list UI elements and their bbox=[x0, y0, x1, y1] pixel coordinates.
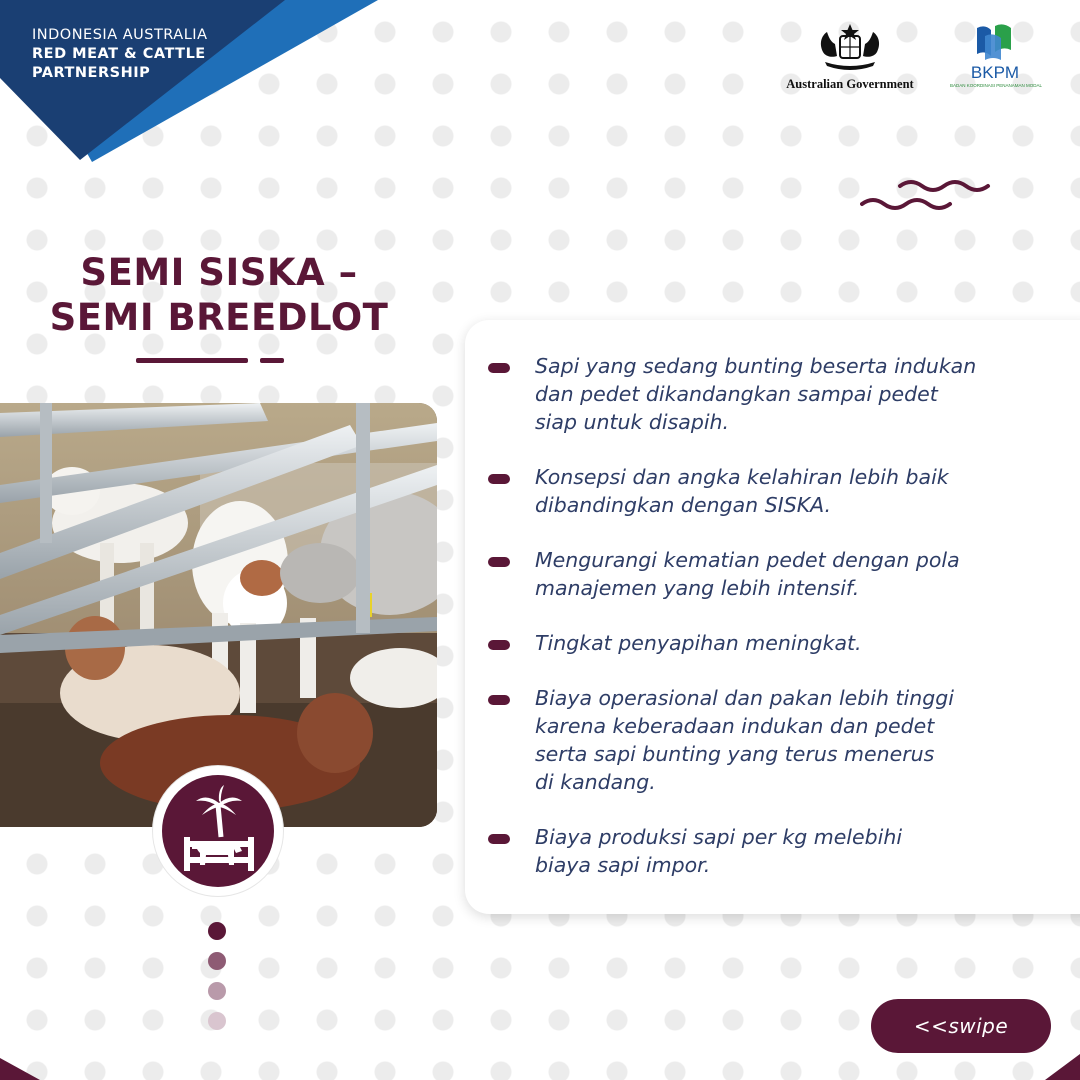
bullet-text: Biaya produksi sapi per kg melebihi biaya sapi impor. bbox=[535, 825, 903, 877]
page-title bbox=[24, 250, 414, 340]
cattle-calves-photo-illustration bbox=[0, 403, 437, 827]
bkpm-label: BKPM bbox=[970, 63, 1020, 82]
bkpm-subtitle: BADAN KOORDINASI PENANAMAN MODAL bbox=[950, 83, 1043, 88]
bullet-text: Mengurangi kematian pedet dengan pola manajemen yang lebih intensif. bbox=[535, 548, 960, 600]
bullet-icon bbox=[488, 640, 510, 650]
bullet-list bbox=[488, 352, 1048, 906]
page-dot[interactable] bbox=[208, 1012, 226, 1030]
cattle-photo bbox=[0, 403, 437, 827]
bkpm-logo bbox=[950, 22, 1043, 88]
bullet-icon bbox=[488, 363, 510, 373]
wave-decoration-icon bbox=[860, 178, 1000, 218]
coat-of-arms-icon bbox=[815, 22, 885, 74]
bkpm-emblem-icon bbox=[971, 22, 1019, 62]
title-underline-short bbox=[260, 358, 284, 363]
list-item bbox=[488, 463, 1048, 519]
org-line-3: PARTNERSHIP bbox=[32, 65, 151, 81]
list-item bbox=[488, 823, 1048, 879]
list-item bbox=[488, 684, 1048, 796]
title-underline-long bbox=[136, 358, 248, 363]
swipe-button[interactable]: <<swipe bbox=[871, 999, 1051, 1053]
australian-government-label: Australian Government bbox=[786, 77, 914, 91]
icon-badge bbox=[153, 766, 283, 896]
list-item bbox=[488, 352, 1048, 436]
partnership-name bbox=[32, 26, 208, 83]
bullet-text: Konsepsi dan angka kelahiran lebih baik dibandingkan dengan SISKA. bbox=[535, 465, 949, 517]
page-indicator bbox=[208, 922, 228, 1042]
bullet-icon bbox=[488, 695, 510, 705]
list-item bbox=[488, 546, 1048, 602]
bullet-icon bbox=[488, 557, 510, 567]
bullet-text: Sapi yang sedang bunting beserta indukan dan pedet dikandangkan sampai pedet siap untuk disapih. bbox=[535, 354, 977, 434]
page-dot[interactable] bbox=[208, 982, 226, 1000]
title-line-1: SEMI SISKA – bbox=[80, 251, 358, 294]
bullet-icon bbox=[488, 474, 510, 484]
palm-cow-fence-icon bbox=[162, 775, 274, 887]
org-line-1: INDONESIA AUSTRALIA bbox=[32, 27, 208, 43]
bullet-text: Tingkat penyapihan meningkat. bbox=[535, 631, 862, 655]
org-line-2: RED MEAT & CATTLE bbox=[32, 46, 206, 62]
badge-background bbox=[162, 775, 274, 887]
page-dot[interactable] bbox=[208, 922, 226, 940]
bullet-text: Biaya operasional dan pakan lebih tinggi karena keberadaan indukan dan pedet serta sapi bunting yang terus menerus di kandang. bbox=[535, 686, 954, 794]
bottom-strip-decoration bbox=[0, 1054, 1080, 1080]
title-line-2: SEMI BREEDLOT bbox=[49, 296, 389, 339]
bullet-icon bbox=[488, 834, 510, 844]
page-dot[interactable] bbox=[208, 952, 226, 970]
australian-government-logo bbox=[780, 22, 920, 92]
list-item bbox=[488, 629, 1048, 657]
